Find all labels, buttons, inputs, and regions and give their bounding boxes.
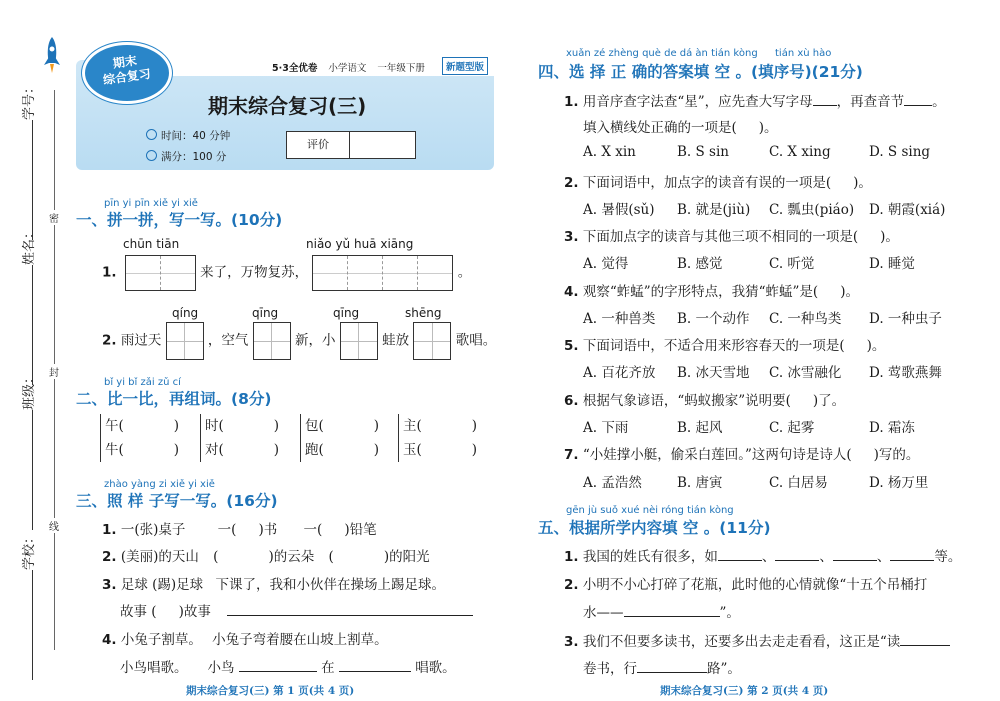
s3-q1-example: 一(张)桌子 xyxy=(120,522,186,538)
s3-q4-task: 小鸟唱歌。 小鸟 在 唱歌。 xyxy=(120,656,456,676)
series-label xyxy=(272,60,425,74)
s5-q3-line2: 卷书，行 路”。 xyxy=(583,657,741,677)
s5-q2-num: 2. xyxy=(564,577,579,593)
s4-q4-option-d[interactable]: D. 一种虫子 xyxy=(869,311,942,327)
s4-q5-option-a[interactable]: A. 百花齐放 xyxy=(583,365,656,381)
s4-q2-num: 2. xyxy=(564,175,579,191)
s4-q6-num: 6. xyxy=(564,393,579,409)
s5-title: 五、根据所学内容填 空 。(11分) xyxy=(538,519,771,537)
s1-q2-text2: ，空气 xyxy=(207,332,249,349)
field-class-label: 班级： xyxy=(22,370,37,410)
s4-q6-option-c[interactable]: C. 起雾 xyxy=(769,420,815,436)
s4-q1-blank1[interactable] xyxy=(813,91,837,106)
s5-q3-blank1[interactable] xyxy=(900,631,950,646)
s3-pinyin: zhào yàng zi xiě yi xiě xyxy=(104,479,215,490)
s4-q2-option-c[interactable]: C. 瓢虫(piáo) xyxy=(769,202,855,218)
s1-q2-py1: qíng xyxy=(172,306,199,320)
score-info xyxy=(146,149,226,164)
s4-q7-option-a[interactable]: A. 孟浩然 xyxy=(583,475,642,491)
s3-q4 xyxy=(102,628,388,648)
grade-name: 一年级下册 xyxy=(377,63,425,74)
edition-badge: 新题型版 xyxy=(442,57,488,75)
s4-q1-num: 1. xyxy=(564,94,579,110)
s3-q2-num: 2. xyxy=(102,549,117,565)
s2-pair-1: 午( ) 牛( ) xyxy=(100,414,179,462)
s3-q3-blank[interactable] xyxy=(227,601,473,616)
s3-q4-blank2[interactable] xyxy=(339,657,411,672)
s3-q3 xyxy=(102,573,445,593)
s4-q3-option-a[interactable]: A. 觉得 xyxy=(583,256,629,272)
footer-left: 期末综合复习(三) 第 1 页(共 4 页) xyxy=(186,685,355,697)
s5-q3-num: 3. xyxy=(564,634,579,650)
page-title: 期末综合复习(三) xyxy=(208,94,367,118)
s4-q2-option-a[interactable]: A. 暑假(sǔ) xyxy=(583,202,655,218)
s1-q1-py1: chūn tiān xyxy=(123,237,180,251)
s4-q7: 7. “小娃撑小艇，偷采白莲回。”这两句诗是诗人( )写的。 xyxy=(564,447,920,463)
s1-q2-box1[interactable] xyxy=(166,322,204,360)
s3-q1-num: 1. xyxy=(102,522,117,538)
s1-q2-py4: shēng xyxy=(405,306,442,320)
s1-q2-box4[interactable] xyxy=(413,322,451,360)
field-name-label: 姓名： xyxy=(22,225,37,265)
s3-q3-num: 3. xyxy=(102,577,117,593)
s1-q1-num: 1. xyxy=(102,264,117,281)
s4-q2-option-d[interactable]: D. 朝霞(xiá) xyxy=(869,202,946,218)
s5-q1-num: 1. xyxy=(564,549,579,565)
s1-q2-text5: 歌唱。 xyxy=(455,332,497,349)
s2-pair-4: 主( ) 玉( ) xyxy=(398,414,477,462)
s1-title: 一、拼一拼，写一写。(10分) xyxy=(76,211,283,229)
s5-q3: 3. 我们不但要多读书，还要多出去走走看看，这正是“读 xyxy=(564,630,950,650)
s4-q3: 3. 下面加点字的读音与其他三项不相同的一项是( )。 xyxy=(564,229,899,245)
s1-q2-text4: 蛙放 xyxy=(382,332,410,349)
time-info xyxy=(146,128,230,143)
s4-q4-option-a[interactable]: A. 一种兽类 xyxy=(583,311,656,327)
s4-q4: 4. 观察“蚱蜢”的字形特点，我猜“蚱蜢”是( )。 xyxy=(564,284,859,300)
s4-q6: 6. 根据气象谚语，“蚂蚁搬家”说明要( )了。 xyxy=(564,393,846,409)
s1-q2-py2: qīng xyxy=(252,306,279,320)
s4-q3-option-b[interactable]: B. 感觉 xyxy=(677,256,723,272)
s3-q2-example: (美丽)的天山 xyxy=(120,549,199,565)
s2-title: 二、比一比，再组词。(8分) xyxy=(76,390,272,408)
s4-q2: 2. 下面词语中，加点字的读音有误的一项是( )。 xyxy=(564,175,872,191)
s4-q5: 5. 下面词语中，不适合用来形容春天的一项是( )。 xyxy=(564,338,886,354)
eval-label: 评价 xyxy=(287,132,350,158)
field-number-label: 学号： xyxy=(22,80,37,120)
s2-pair-3: 包( ) 跑( ) xyxy=(300,414,379,462)
s4-q2-option-b[interactable]: B. 就是(jiù) xyxy=(677,202,751,218)
s4-q1-option-a[interactable]: A. X xin xyxy=(583,144,636,160)
eval-input[interactable] xyxy=(350,132,415,158)
s3-q3-task: 故事 ( )故事 xyxy=(120,600,473,620)
seal-char-2: 封 xyxy=(49,364,59,379)
s3-q4-example: 小兔子割草。 xyxy=(120,632,202,648)
s4-q5-num: 5. xyxy=(564,338,579,354)
series-name: 5·3全优卷 xyxy=(272,63,318,74)
s1-q2-text1: 雨过天 xyxy=(120,332,162,349)
badge-text: 期末 综合复习 xyxy=(102,53,152,88)
s4-q3-num: 3. xyxy=(564,229,579,245)
binding-margin xyxy=(0,0,66,701)
s1-q1 xyxy=(102,255,471,291)
s4-q6-option-b[interactable]: B. 起风 xyxy=(677,420,723,436)
check-icon xyxy=(146,150,157,161)
score-text: 满分：100 分 xyxy=(161,151,227,163)
s5-q1-blank3[interactable] xyxy=(833,546,877,561)
s5-q2: 2. 小明不小心打碎了花瓶，此时他的心情就像“十五个吊桶打 xyxy=(564,577,928,593)
s1-q1-text1: 来了，万物复苏， xyxy=(200,264,309,281)
s4-q4-option-c[interactable]: C. 一种鸟类 xyxy=(769,311,842,327)
s4-q5-option-d[interactable]: D. 莺歌燕舞 xyxy=(869,365,942,381)
s2-pair-2: 时( ) 对( ) xyxy=(200,414,279,462)
clock-icon xyxy=(146,129,157,140)
s4-q6-option-a[interactable]: A. 下雨 xyxy=(583,420,629,436)
s5-q2-blank[interactable] xyxy=(624,602,720,617)
s1-q1-py2: niǎo yǔ huā xiāng xyxy=(306,237,414,251)
field-school-label: 学校： xyxy=(22,530,37,570)
s5-pinyin: gēn jù suǒ xué nèi róng tián kòng xyxy=(566,505,734,516)
s1-q2-box3[interactable] xyxy=(340,322,378,360)
s4-q5-option-b[interactable]: B. 冰天雪地 xyxy=(677,365,750,381)
time-text: 时间：40 分钟 xyxy=(161,130,231,142)
rocket-icon xyxy=(42,35,62,75)
s1-q2-num: 2. xyxy=(102,332,117,349)
s5-q1-blank1[interactable] xyxy=(718,546,762,561)
subject-name: 小学语文 xyxy=(328,63,367,74)
s1-q1-text2: 。 xyxy=(457,264,472,281)
s2-pinyin: bǐ yi bǐ zǎi zǔ cí xyxy=(104,377,181,388)
s4-q4-option-b[interactable]: B. 一个动作 xyxy=(677,311,750,327)
s4-pinyin-2: tián xù hào xyxy=(775,48,832,59)
s5-q2-line2: 水—— ”。 xyxy=(583,601,740,621)
s4-q1-option-b[interactable]: B. S sin xyxy=(677,144,729,160)
s3-q4-num: 4. xyxy=(102,632,117,648)
s3-q3-sentence: 下课了，我和小伙伴在操场上踢足球。 xyxy=(215,577,445,593)
s4-q6-option-d[interactable]: D. 霜冻 xyxy=(869,420,915,436)
s4-q1-option-c[interactable]: C. X xing xyxy=(769,144,831,160)
s5-q3-blank2[interactable] xyxy=(637,658,707,673)
s1-q2-py3: qīng xyxy=(333,306,360,320)
s3-q4-sentence: 小兔子弯着腰在山坡上割草。 xyxy=(212,632,388,648)
s4-pinyin-1: xuǎn zé zhèng què de dá àn tián kòng xyxy=(566,48,758,59)
footer-right: 期末综合复习(三) 第 2 页(共 4 页) xyxy=(660,685,829,697)
s3-title: 三、照 样 子写一写。(16分) xyxy=(76,492,278,510)
s3-q2: 2. (美丽)的天山 ( )的云朵 ( )的阳光 xyxy=(102,549,430,565)
s5-q1: 1. 我国的姓氏有很多，如 、 、 、 等。 xyxy=(564,545,961,565)
s1-pinyin: pīn yi pīn xiě yi xiě xyxy=(104,198,198,209)
s1-q2-box2[interactable] xyxy=(253,322,291,360)
s4-q7-option-b[interactable]: B. 唐寅 xyxy=(677,475,723,491)
s1-q2 xyxy=(102,322,496,360)
s4-q1-option-d[interactable]: D. S sing xyxy=(869,144,931,160)
s4-q7-option-d[interactable]: D. 杨万里 xyxy=(869,475,929,491)
s3-q1: 1. 一(张)桌子 一( )书 一( )铅笔 xyxy=(102,522,377,538)
s4-q4-num: 4. xyxy=(564,284,579,300)
s4-q1-blank2[interactable] xyxy=(904,91,932,106)
s3-q3-example: 足球 (踢)足球 xyxy=(120,577,204,593)
seal-char-1: 密 xyxy=(49,210,59,225)
s4-q7-option-c[interactable]: C. 白居易 xyxy=(769,475,828,491)
s4-q3-option-d[interactable]: D. 睡觉 xyxy=(869,256,915,272)
seal-char-3: 线 xyxy=(49,518,59,533)
s4-title: 四、选 择 正 确的答案填 空 。(填序号)(21分) xyxy=(538,63,863,81)
s1-q2-text3: 新，小 xyxy=(295,332,336,349)
s1-q1-grid2[interactable] xyxy=(312,255,453,291)
s4-q1: 1. 用音序查字法查“星”，应先查大写字母 ，再查音节 。 xyxy=(564,90,946,110)
s5-q1-blank2[interactable] xyxy=(775,546,819,561)
s4-q5-option-c[interactable]: C. 冰雪融化 xyxy=(769,365,842,381)
s4-q1-line2: 填入横线处正确的一项是( )。 xyxy=(583,120,778,136)
s4-q7-num: 7. xyxy=(564,447,579,463)
s4-q3-option-c[interactable]: C. 听觉 xyxy=(769,256,815,272)
s3-q4-blank1[interactable] xyxy=(239,657,317,672)
s5-q1-blank4[interactable] xyxy=(890,546,934,561)
s1-q1-grid1[interactable] xyxy=(125,255,196,291)
s2-pairs xyxy=(100,414,500,464)
eval-box xyxy=(286,131,416,159)
